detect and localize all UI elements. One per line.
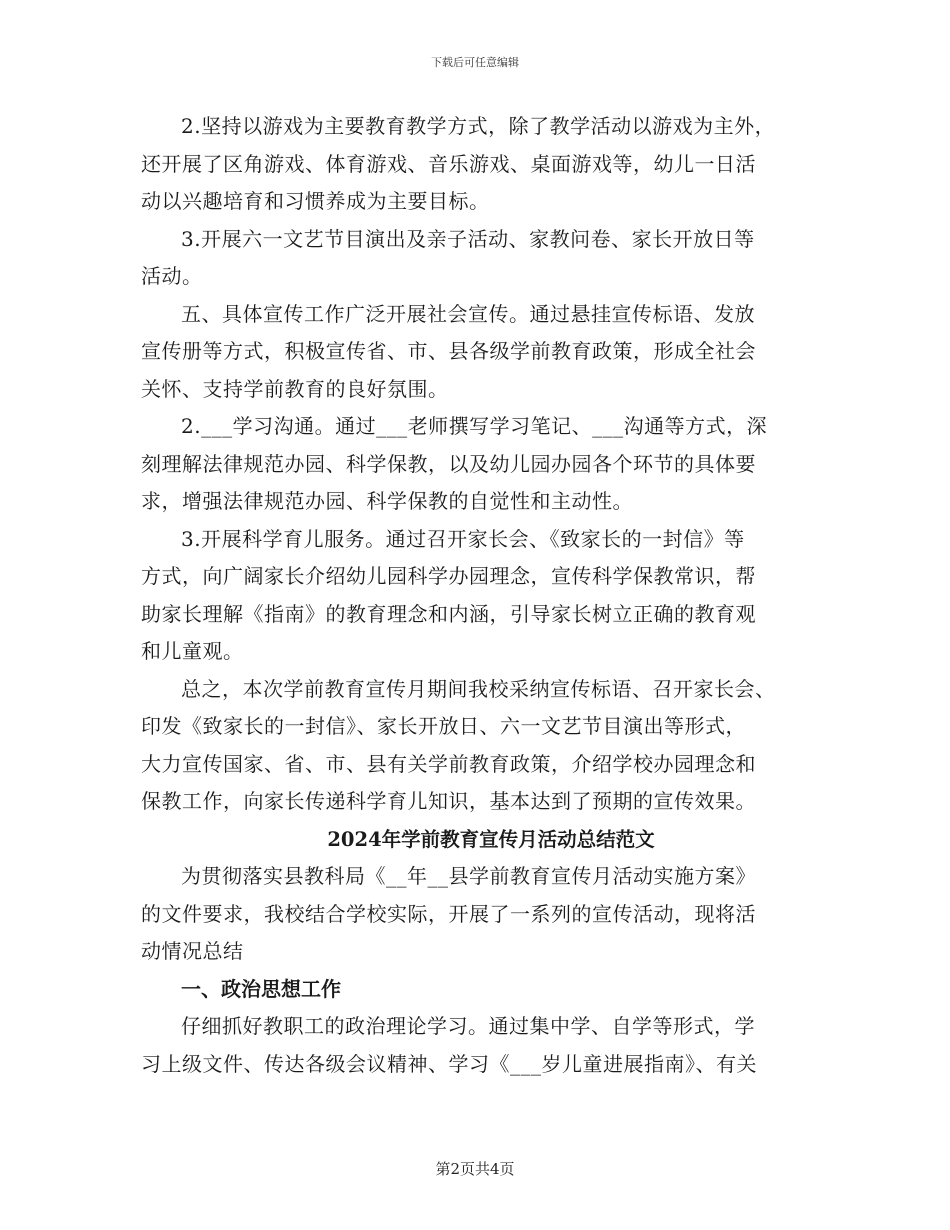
text-line: 的文件要求，我校结合学校实际，开展了一系列的宣传活动，现将活 <box>141 901 756 926</box>
paragraph <box>141 221 811 296</box>
text-line: 3.开展六一文艺节目演出及亲子活动、家教问卷、家长开放日等 <box>181 226 755 251</box>
paragraph <box>141 671 811 821</box>
section-title: 2024年学前教育宣传月活动总结范文 <box>327 827 655 851</box>
page-footer: 第2页共4页 <box>435 1160 515 1178</box>
text-line: 动以兴趣培育和习惯养成为主要目标。 <box>141 189 490 213</box>
paragraph <box>141 521 811 671</box>
paragraph <box>141 408 811 521</box>
text-line: 总之，本次学前教育宣传月期间我校采纳宣传标语、召开家长会、 <box>181 676 776 701</box>
text-line: 印发《致家长的一封信》、家长开放日、六一文艺节目演出等形式， <box>141 714 746 738</box>
text-line: 动情况总结 <box>141 939 244 963</box>
section-heading: 一、政治思想工作 <box>181 976 341 1001</box>
text-line: 2.坚持以游戏为主要教育教学方式，除了教学活动以游戏为主外， <box>181 114 776 138</box>
page-header: 下载后可任意编辑 <box>431 56 519 69</box>
text-line: 3.开展科学育儿服务。通过召开家长会、《致家长的一封信》等 <box>181 526 745 551</box>
text-line: 活动。 <box>141 264 203 288</box>
text-line: 还开展了区角游戏、体育游戏、音乐游戏、桌面游戏等，幼儿一日活 <box>141 151 756 176</box>
paragraph <box>141 108 811 221</box>
text-line: 大力宣传国家、省、市、县有关学前教育政策，介绍学校办园理念和 <box>141 751 756 776</box>
text-line: 刻理解法律规范办园、科学保教，以及幼儿园办园各个环节的具体要 <box>141 451 756 476</box>
paragraph <box>141 858 811 971</box>
text-line: 求，增强法律规范办园、科学保教的自觉性和主动性。 <box>141 489 633 513</box>
document-body <box>141 108 811 1083</box>
text-line: 五、具体宣传工作广泛开展社会宣传。通过悬挂宣传标语、发放 <box>181 301 755 326</box>
text-line: 和儿童观。 <box>141 639 244 663</box>
text-line: 习上级文件、传达各级会议精神、学习《___岁儿童进展指南》、有关 <box>141 1051 757 1076</box>
text-line: 仔细抓好教职工的政治理论学习。通过集中学、自学等形式，学 <box>181 1014 755 1038</box>
text-line: 宣传册等方式，积极宣传省、市、县各级学前教育政策，形成全社会 <box>141 339 756 363</box>
text-line: 助家长理解《指南》的教育理念和内涵，引导家长树立正确的教育观 <box>141 601 756 626</box>
text-line: 保教工作，向家长传递科学育儿知识，基本达到了预期的宣传效果。 <box>141 789 756 813</box>
text-line: 为贯彻落实县教科局《__年__县学前教育宣传月活动实施方案》 <box>181 864 756 888</box>
paragraph <box>141 1008 811 1083</box>
text-line: 关怀、支持学前教育的良好氛围。 <box>141 376 449 401</box>
text-line: 方式，向广阔家长介绍幼儿园科学办园理念，宣传科学保教常识，帮 <box>141 564 756 588</box>
paragraph <box>141 296 811 409</box>
text-line: 2.___学习沟通。通过___老师撰写学习笔记、___沟通等方式，深 <box>181 414 768 438</box>
